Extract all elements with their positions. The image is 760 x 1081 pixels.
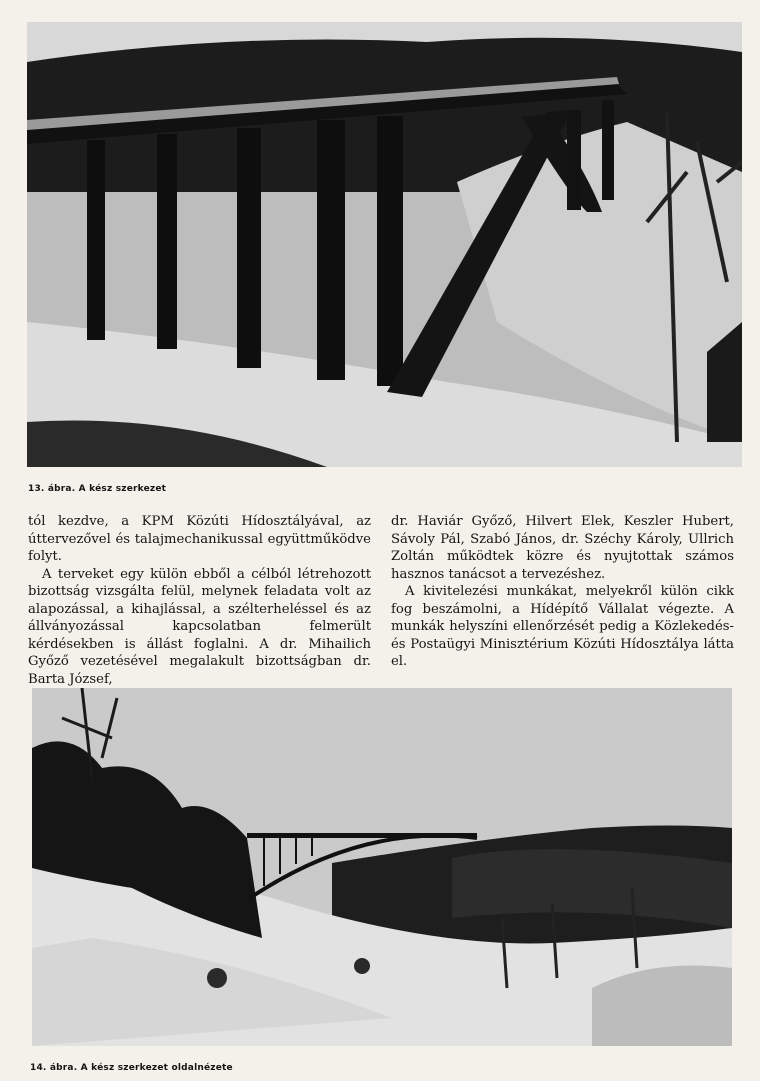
- figure-13-caption: 13. ábra. A kész szerkezet: [28, 484, 167, 494]
- bridge-photo-illustration: [27, 22, 742, 467]
- paragraph: dr. Haviár Győző, Hilvert Elek, Keszler Hubert, Sávoly Pál, Szabó János, dr. Széchy Károly, Ullrich Zoltán működtek közre és nyujtottak számos hasznos tanácsot a tervezéshez.: [391, 514, 734, 582]
- figure-14-photo: [32, 688, 732, 1046]
- paragraph: tól kezdve, a KPM Közúti Hídosztályával, az úttervezővel és talajmechanikussal együttműködve folyt.: [28, 514, 371, 564]
- figure-13-photo: [27, 22, 742, 467]
- bridge-side-view-illustration: [32, 688, 732, 1046]
- text-column-left: [28, 513, 371, 688]
- text-column-right: [391, 513, 734, 671]
- paragraph: A kivitelezési munkákat, melyekről külön cikk fog beszámolni, a Hídépítő Vállalat végezte. A munkák helyszíni ellenőrzését pedig a Közlekedés- és Postaügyi Minisztérium Közúti Hídosztálya látta el.: [391, 584, 734, 669]
- figure-14-caption: 14. ábra. A kész szerkezet oldalnézete: [30, 1063, 233, 1073]
- paragraph: A terveket egy külön ebből a célból létrehozott bizottság vizsgálta felül, melynek feladata volt az alapozással, a kihajlással, a szélterheléssel és az állványozással kapcsolatban felmerült kérdésekben is állást foglalni. A dr. Mihailich Győző vezetésével megalakult bizottságban dr. Barta József,: [28, 566, 371, 687]
